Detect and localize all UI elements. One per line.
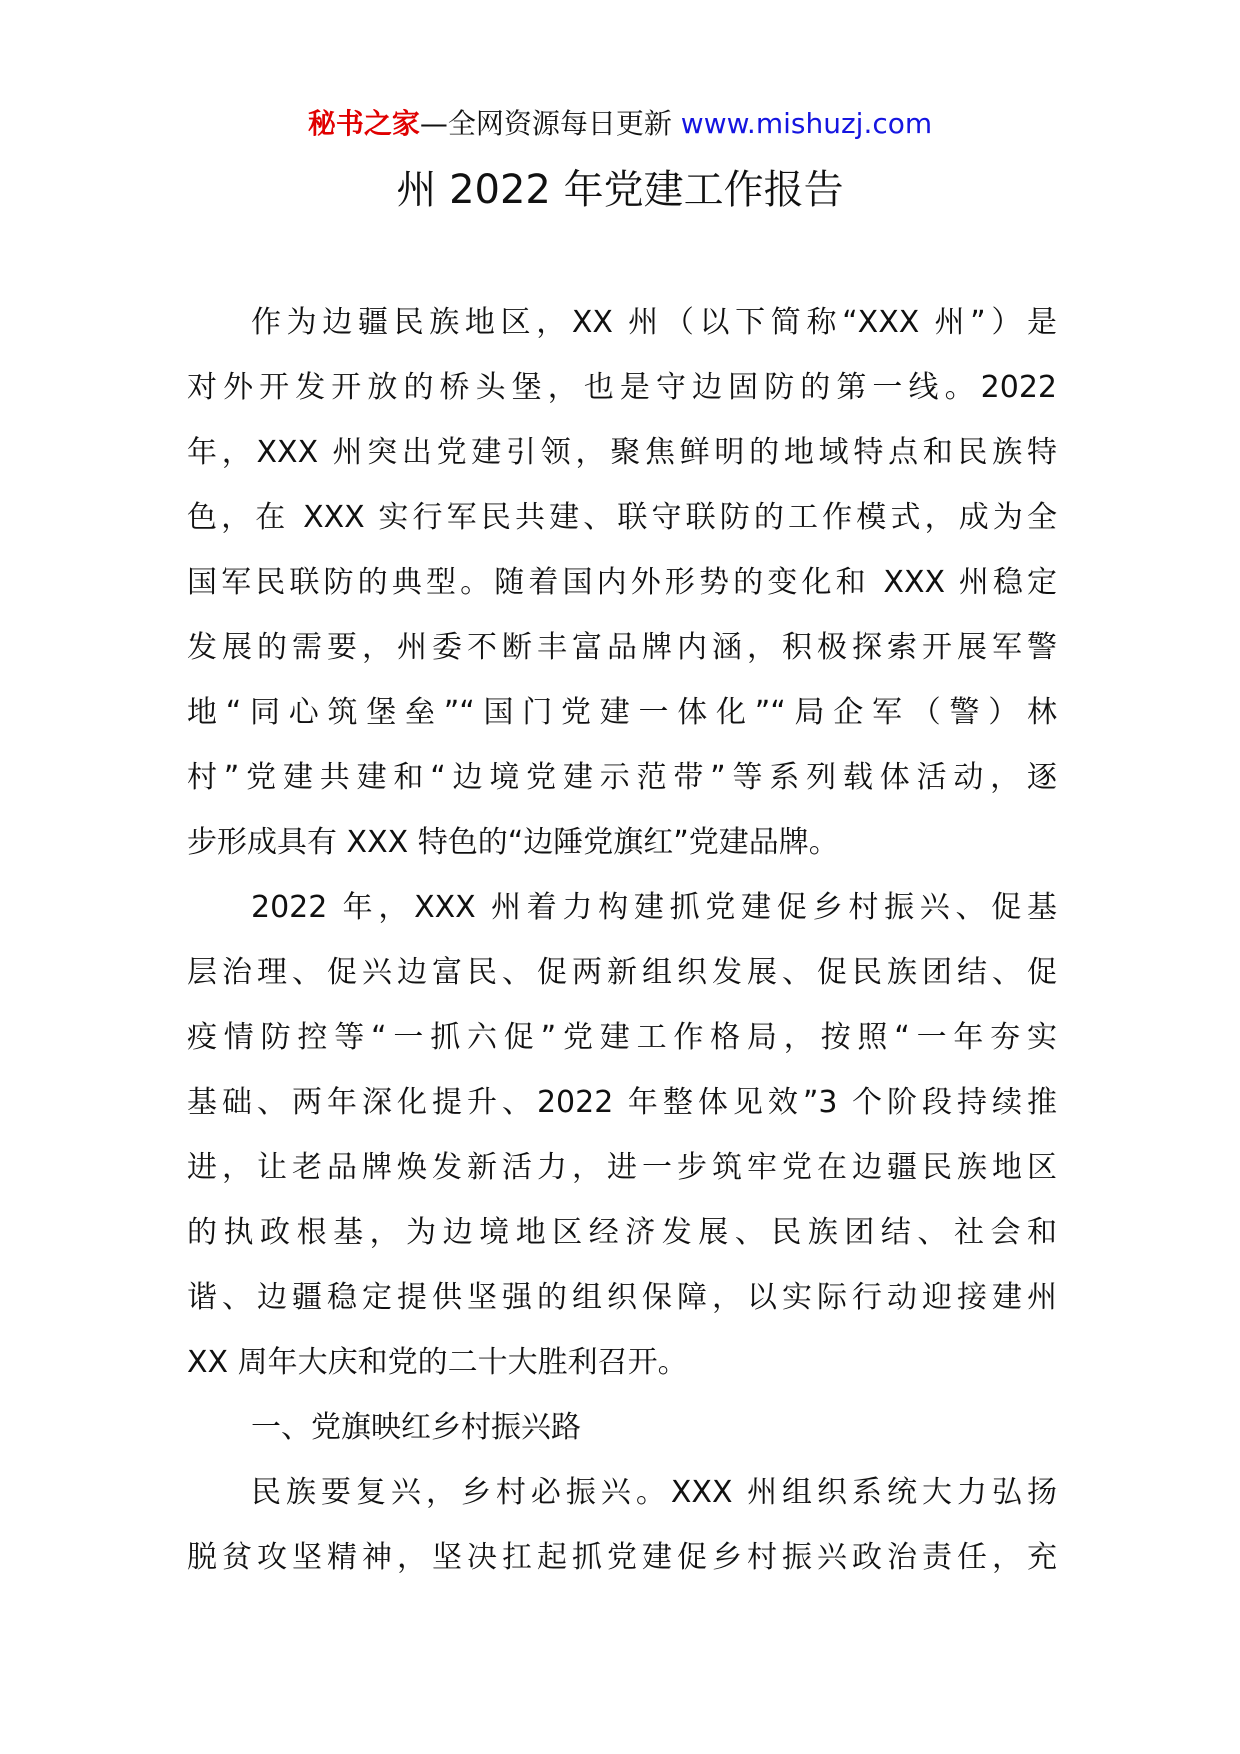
document-body <box>187 290 1057 1590</box>
site-header <box>0 104 1240 144</box>
paragraph-line: 作为边疆民族地区，XX 州（以下简称“XXX 州”）是 <box>251 305 1057 340</box>
paragraph-line: 进，让老品牌焕发新活力，进一步筑牢党在边疆民族地区 <box>187 1150 1057 1185</box>
paragraph-line: 村”党建共建和“边境党建示范带”等系列载体活动，逐 <box>187 760 1057 795</box>
paragraph-line: 地“同心筑堡垒”“国门党建一体化”“局企军（警）林 <box>187 695 1057 730</box>
paragraph-line: 国军民联防的典型。随着国内外形势的变化和 XXX 州稳定 <box>187 565 1057 600</box>
site-url-link[interactable]: www.mishuzj.com <box>680 107 933 140</box>
paragraph-line: 对外开发开放的桥头堡，也是守边固防的第一线。2022 <box>187 370 1057 405</box>
section-heading: 一、党旗映红乡村振兴路 <box>251 1410 581 1445</box>
paragraph-line: 年，XXX 州突出党建引领，聚焦鲜明的地域特点和民族特 <box>187 435 1057 470</box>
paragraph-line: 色，在 XXX 实行军民共建、联守联防的工作模式，成为全 <box>187 500 1057 535</box>
header-tagline: —全网资源每日更新 <box>419 107 672 140</box>
paragraph-line: 的执政根基，为边境地区经济发展、民族团结、社会和 <box>187 1215 1057 1250</box>
paragraph-line: 步形成具有 XXX 特色的“边陲党旗红”党建品牌。 <box>187 825 839 860</box>
paragraph-line: 谐、边疆稳定提供坚强的组织保障，以实际行动迎接建州 <box>187 1280 1057 1315</box>
paragraph-line: 脱贫攻坚精神，坚决扛起抓党建促乡村振兴政治责任，充 <box>187 1540 1057 1575</box>
paragraph-line: 发展的需要，州委不断丰富品牌内涵，积极探索开展军警 <box>187 630 1057 665</box>
brand-name: 秘书之家 <box>307 107 420 140</box>
paragraph-line: 民族要复兴，乡村必振兴。XXX 州组织系统大力弘扬 <box>251 1475 1057 1510</box>
paragraph-line: 2022 年，XXX 州着力构建抓党建促乡村振兴、促基 <box>251 890 1057 925</box>
paragraph-line: 疫情防控等“一抓六促”党建工作格局，按照“一年夯实 <box>187 1020 1057 1055</box>
paragraph-line: 基础、两年深化提升、2022 年整体见效”3 个阶段持续推 <box>187 1085 1057 1120</box>
document-title: 州 2022 年党建工作报告 <box>396 167 844 213</box>
paragraph-line: XX 周年大庆和党的二十大胜利召开。 <box>187 1345 688 1380</box>
paragraph-line: 层治理、促兴边富民、促两新组织发展、促民族团结、促 <box>187 955 1057 990</box>
